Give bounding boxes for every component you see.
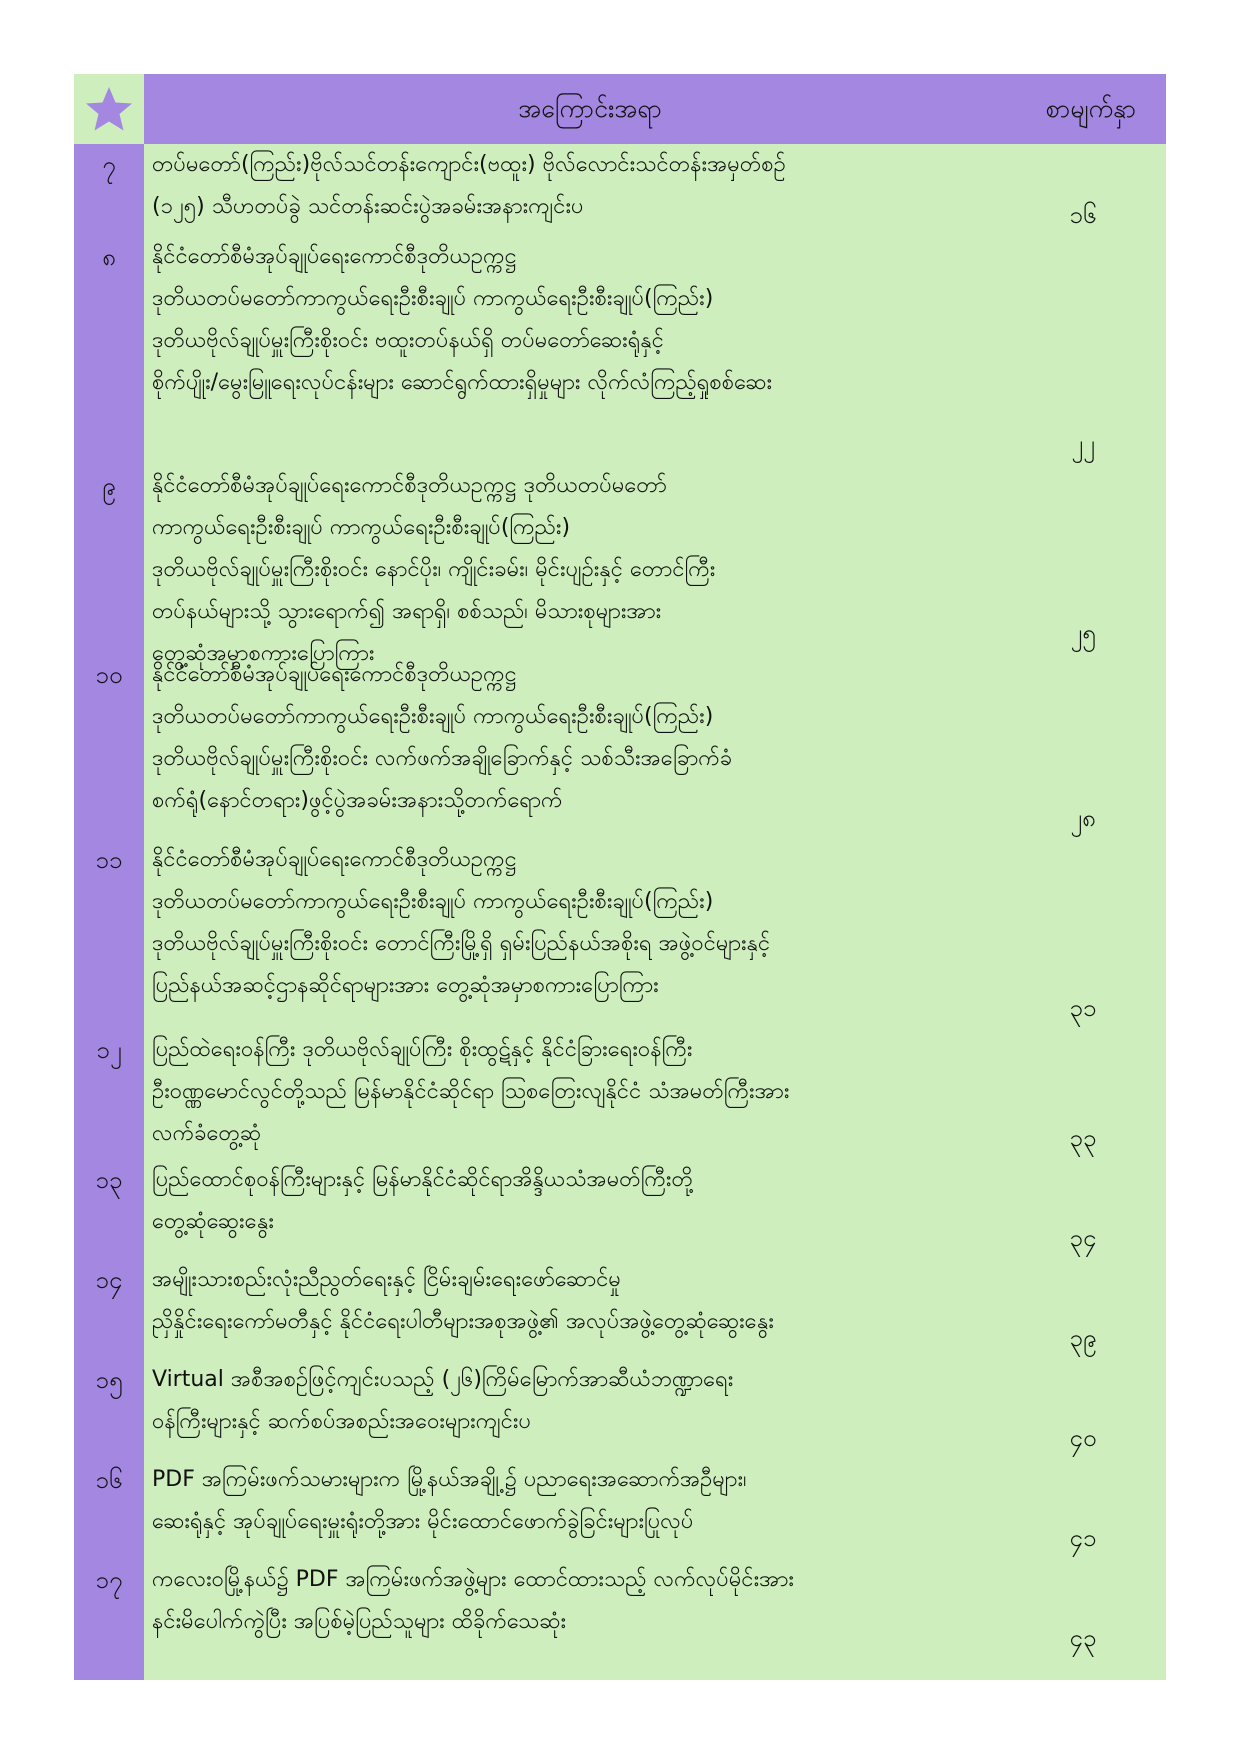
entry-title: တပ်မတော်(ကြည်း)ဗိုလ်သင်တန်းကျောင်း(ဗထူး) ဗိုလ်လောင်းသင်တန်းအမှတ်စဉ် (၁၂၅) သီဟတပ်ခွဲ သင်တန်းဆင်းပွဲအခမ်းအနားကျင်းပ [152, 152, 786, 219]
entry-page-number: ၁၆ [1069, 201, 1097, 229]
entry-title: နိုင်ငံတော်စီမံအုပ်ချုပ်ရေးကောင်စီဒုတိယဥက္ကဋ္ဌ ဒုတိယတပ်မတော်ကာကွယ်ရေးဦးစီးချုပ် ကာကွယ်ရေးဦးစီးချုပ်(ကြည်း) ဒုတိယဗိုလ်ချုပ်မှူးကြီးစိုးဝင်း လက်ဖက်အချိုခြောက်နှင့် သစ်သီးအခြောက်ခံ စက်ရုံ(နောင်တရား)ဖွင့်ပွဲအခမ်းအနားသို့တက်ရောက် [152, 662, 733, 813]
table-of-contents [74, 74, 1166, 1680]
entry-title: နိုင်ငံတော်စီမံအုပ်ချုပ်ရေးကောင်စီဒုတိယဥက္ကဋ္ဌ ဒုတိယတပ်မတော်ကာကွယ်ရေးဦးစီးချုပ် ကာကွယ်ရေးဦးစီးချုပ်(ကြည်း) ဒုတိယဗိုလ်ချုပ်မှူးကြီးစိုးဝင်း တောင်ကြီးမြို့ရှိ ရှမ်းပြည်နယ်အစိုးရ အဖွဲ့ဝင်များနှင့် ပြည်နယ်အဆင့်ဌာနဆိုင်ရာများအား တွေ့ဆုံအမှာစကားပြောကြား [152, 847, 771, 998]
entry-number: ၁၆ [95, 1466, 123, 1494]
toc-entry[interactable] [74, 654, 1166, 839]
entry-number: ၇ [102, 151, 116, 179]
toc-entry[interactable] [74, 465, 1166, 666]
star-icon [84, 84, 134, 134]
toc-entry[interactable] [74, 1029, 1166, 1159]
toc-entry[interactable] [74, 1359, 1166, 1459]
header-page-label: စာမျက်နှာ [1045, 94, 1137, 123]
entry-number: ၁၂ [96, 1036, 122, 1064]
entry-page-number: ၃၄ [1069, 1224, 1097, 1252]
entry-number: ၁၃ [95, 1166, 123, 1194]
entry-page-number: ၃၉ [1069, 1324, 1097, 1352]
entry-number: ၈ [102, 243, 116, 271]
entry-page-number: ၃၃ [1069, 1124, 1097, 1152]
entry-title: Virtual အစီအစဉ်ဖြင့်ကျင်းပသည့် (၂၆)ကြိမ်မြောက်အာဆီယံဘဏ္ဍာရေး ဝန်ကြီးများနှင့် ဆက်စပ်အစည်းအဝေးများကျင်းပ [152, 1367, 734, 1434]
entry-title: နိုင်ငံတော်စီမံအုပ်ချုပ်ရေးကောင်စီဒုတိယဥက္ကဋ္ဌ ဒုတိယတပ်မတော် ကာကွယ်ရေးဦးစီးချုပ် ကာကွယ်ရေးဦးစီးချုပ်(ကြည်း) ဒုတိယဗိုလ်ချုပ်မှူးကြီးစိုးဝင်း နောင်ပိုး၊ ကျိုင်းခမ်း၊ မိုင်းပျဉ်းနှင့် တောင်ကြီး တပ်နယ်များသို့ သွားရောက်၍ အရာရှိ၊ စစ်သည်၊ မိသားစုများအား တွေ့ဆုံအမှာစကားပြောကြား [152, 473, 716, 666]
entry-page-number: ၄၀ [1069, 1424, 1097, 1452]
star-cell [74, 74, 144, 144]
entry-page-number: ၄၁ [1069, 1524, 1097, 1552]
toc-entry[interactable] [74, 839, 1166, 1029]
entry-page-number: ၂၂ [1071, 430, 1095, 458]
toc-entry[interactable] [74, 1259, 1166, 1359]
toc-entry[interactable] [74, 236, 1166, 465]
toc-entry[interactable] [74, 1559, 1166, 1659]
entry-number: ၁၇ [95, 1566, 123, 1594]
header-title: အကြောင်းအရာ [518, 94, 662, 123]
toc-entry[interactable] [74, 1459, 1166, 1559]
entry-page-number: ၄၃ [1069, 1624, 1097, 1652]
entry-title: အမျိုးသားစည်းလုံးညီညွတ်ရေးနှင့် ငြိမ်းချမ်းရေးဖော်ဆောင်မှု ညှိနှိုင်းရေးကော်မတီနှင့် နိုင်ငံရေးပါတီများအစုအဖွဲ့၏ အလုပ်အဖွဲ့တွေ့ဆုံဆွေးနွေး [152, 1267, 774, 1334]
entry-title: ပြည်ထောင်စုဝန်ကြီးများနှင့် မြန်မာနိုင်ငံဆိုင်ရာအိန္ဒိယသံအမတ်ကြီးတို့ တွေ့ဆုံဆွေးနွေး [152, 1167, 693, 1234]
entry-number: ၉ [102, 472, 116, 500]
entry-page-number: ၂၅ [1070, 619, 1096, 647]
entry-page-number: ၃၁ [1069, 994, 1097, 1022]
entry-title: PDF အကြမ်းဖက်သမားများက မြို့နယ်အချို့၌ ပညာရေးအဆောက်အဦများ၊ ဆေးရုံနှင့် အုပ်ချုပ်ရေးမှူးရုံးတို့အား မိုင်းထောင်ဖောက်ခွဲခြင်းများပြုလုပ် [152, 1467, 747, 1534]
entry-page-number: ၂၈ [1070, 804, 1096, 832]
toc-entry[interactable] [74, 1159, 1166, 1259]
entry-title: ကလေးဝမြို့နယ်၌ PDF အကြမ်းဖက်အဖွဲ့များ ထောင်ထားသည့် လက်လုပ်မိုင်းအား နင်းမိပေါက်ကွဲပြီး အပြစ်မဲ့ပြည်သူများ ထိခိုက်သေဆုံး [152, 1567, 794, 1634]
header-bar [144, 74, 1166, 144]
entry-title: ပြည်ထဲရေးဝန်ကြီး ဒုတိယဗိုလ်ချုပ်ကြီး စိုးထွဋ်နှင့် နိုင်ငံခြားရေးဝန်ကြီး ဦးဝဏ္ဏမောင်လွင်တို့သည် မြန်မာနိုင်ငံဆိုင်ရာ ဩစတြေးလျနိုင်ငံ သံအမတ်ကြီးအား လက်ခံတွေ့ဆုံ [152, 1037, 790, 1146]
entry-number: ၁၄ [95, 1266, 123, 1294]
entry-number: ၁၅ [95, 1366, 123, 1394]
entry-number: ၁၁ [95, 846, 123, 874]
entry-number: ၁၀ [95, 661, 123, 689]
entry-title: နိုင်ငံတော်စီမံအုပ်ချုပ်ရေးကောင်စီဒုတိယဥက္ကဋ္ဌ ဒုတိယတပ်မတော်ကာကွယ်ရေးဦးစီးချုပ် ကာကွယ်ရေးဦးစီးချုပ်(ကြည်း) ဒုတိယဗိုလ်ချုပ်မှူးကြီးစိုးဝင်း ဗထူးတပ်နယ်ရှိ တပ်မတော်ဆေးရုံနှင့် စိုက်ပျိုး/မွေးမြူရေးလုပ်ငန်းများ ဆောင်ရွက်ထားရှိမှုများ လိုက်လံကြည့်ရှုစစ်ဆေး [152, 244, 773, 395]
toc-entry[interactable] [74, 144, 1166, 236]
